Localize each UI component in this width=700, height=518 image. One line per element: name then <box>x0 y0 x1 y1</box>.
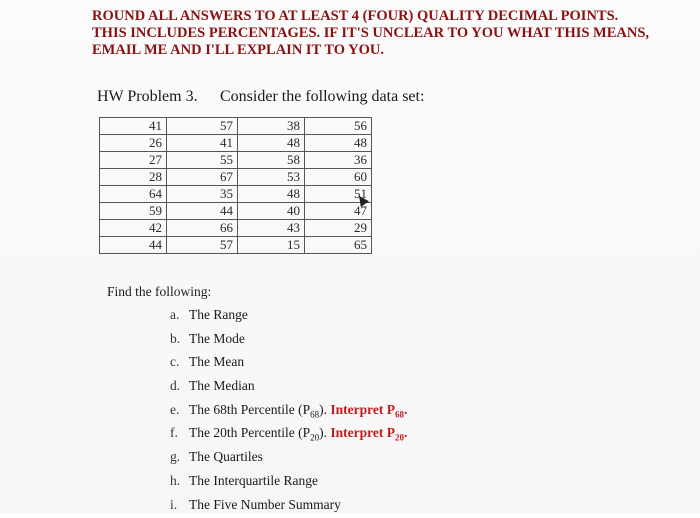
list-item-letter: i. <box>170 495 189 515</box>
table-row <box>100 135 372 152</box>
interpret-end: . <box>404 425 407 440</box>
list-item-letter: d. <box>170 376 189 396</box>
table-cell: 40 <box>238 203 305 220</box>
list-item-text: The Five Number Summary <box>189 497 341 512</box>
table-cell: 15 <box>238 237 305 254</box>
table-cell: 66 <box>167 220 238 237</box>
table-cell: 58 <box>238 152 305 169</box>
list-item <box>170 400 407 424</box>
table-cell: 60 <box>305 169 372 186</box>
table-row <box>100 220 372 237</box>
list-item-text: The Interquartile Range <box>189 473 318 488</box>
data-set-table <box>99 117 372 254</box>
table-cell: 27 <box>100 152 167 169</box>
list-item-text: The Range <box>189 307 248 322</box>
list-item-letter: g. <box>170 447 189 467</box>
table-cell: 28 <box>100 169 167 186</box>
interpret-text: Interpret P <box>330 402 395 417</box>
table-cell: 41 <box>167 135 238 152</box>
table-cell: 65 <box>305 237 372 254</box>
list-item-text: The 20th Percentile (P <box>189 425 310 440</box>
table-cell: 43 <box>238 220 305 237</box>
list-item <box>170 305 407 329</box>
list-item-letter: h. <box>170 471 189 491</box>
instructions-header <box>92 8 682 59</box>
interpret-instruction <box>330 425 407 440</box>
list-item <box>170 376 407 400</box>
table-cell: 47 <box>305 203 372 220</box>
list-item <box>170 352 407 376</box>
table-cell: 51 <box>305 186 372 203</box>
list-item-text: The Quartiles <box>189 449 263 464</box>
list-item <box>170 471 407 495</box>
table-cell: 29 <box>305 220 372 237</box>
interpret-text: Interpret P <box>330 425 395 440</box>
table-cell: 64 <box>100 186 167 203</box>
list-item <box>170 447 407 471</box>
list-item-text: The Mode <box>189 331 245 346</box>
table-row <box>100 237 372 254</box>
task-list <box>170 305 407 518</box>
list-item <box>170 495 407 518</box>
table-row <box>100 118 372 135</box>
list-item <box>170 423 407 447</box>
list-item-letter: a. <box>170 305 189 325</box>
list-item-letter: e. <box>170 400 189 420</box>
problem-heading <box>97 88 198 106</box>
table-cell: 57 <box>167 118 238 135</box>
table-cell: 56 <box>305 118 372 135</box>
table-cell: 48 <box>238 186 305 203</box>
list-item-text-end: ). <box>319 425 327 440</box>
percentile-subscript: 20 <box>310 433 319 443</box>
table-cell: 26 <box>100 135 167 152</box>
table-cell: 48 <box>305 135 372 152</box>
table-cell: 59 <box>100 203 167 220</box>
table-cell: 48 <box>238 135 305 152</box>
table-cell: 67 <box>167 169 238 186</box>
table-cell: 36 <box>305 152 372 169</box>
list-item <box>170 329 407 353</box>
table-cell: 42 <box>100 220 167 237</box>
list-item-text: The Median <box>189 378 255 393</box>
interpret-subscript: 68 <box>395 409 404 419</box>
list-item-text-end: ). <box>319 402 327 417</box>
interpret-instruction <box>330 402 407 417</box>
list-item-text: The Mean <box>189 354 244 369</box>
header-line-3: EMAIL ME AND I'LL EXPLAIN IT TO YOU. <box>92 42 682 59</box>
table-row <box>100 169 372 186</box>
problem-label: HW Problem 3. <box>97 88 198 105</box>
problem-instruction: Consider the following data set: <box>220 88 424 106</box>
table-cell: 44 <box>167 203 238 220</box>
table-cell: 44 <box>100 237 167 254</box>
table-cell: 38 <box>238 118 305 135</box>
table-row <box>100 186 372 203</box>
interpret-end: . <box>404 402 407 417</box>
interpret-subscript: 20 <box>395 433 404 443</box>
table-cell: 53 <box>238 169 305 186</box>
header-line-1: ROUND ALL ANSWERS TO AT LEAST 4 (FOUR) QUALITY DECIMAL POINTS. <box>92 8 682 25</box>
table-row <box>100 203 372 220</box>
list-item-letter: f. <box>170 423 189 443</box>
find-label: Find the following: <box>107 284 211 300</box>
table-cell: 57 <box>167 237 238 254</box>
table-cell: 41 <box>100 118 167 135</box>
list-item-text: The 68th Percentile (P <box>189 402 310 417</box>
percentile-subscript: 68 <box>310 409 319 419</box>
list-item-letter: c. <box>170 352 189 372</box>
table-cell: 55 <box>167 152 238 169</box>
table-row <box>100 152 372 169</box>
header-line-2: THIS INCLUDES PERCENTAGES. IF IT'S UNCLEAR TO YOU WHAT THIS MEANS, <box>92 25 682 42</box>
list-item-letter: b. <box>170 329 189 349</box>
table-cell: 35 <box>167 186 238 203</box>
